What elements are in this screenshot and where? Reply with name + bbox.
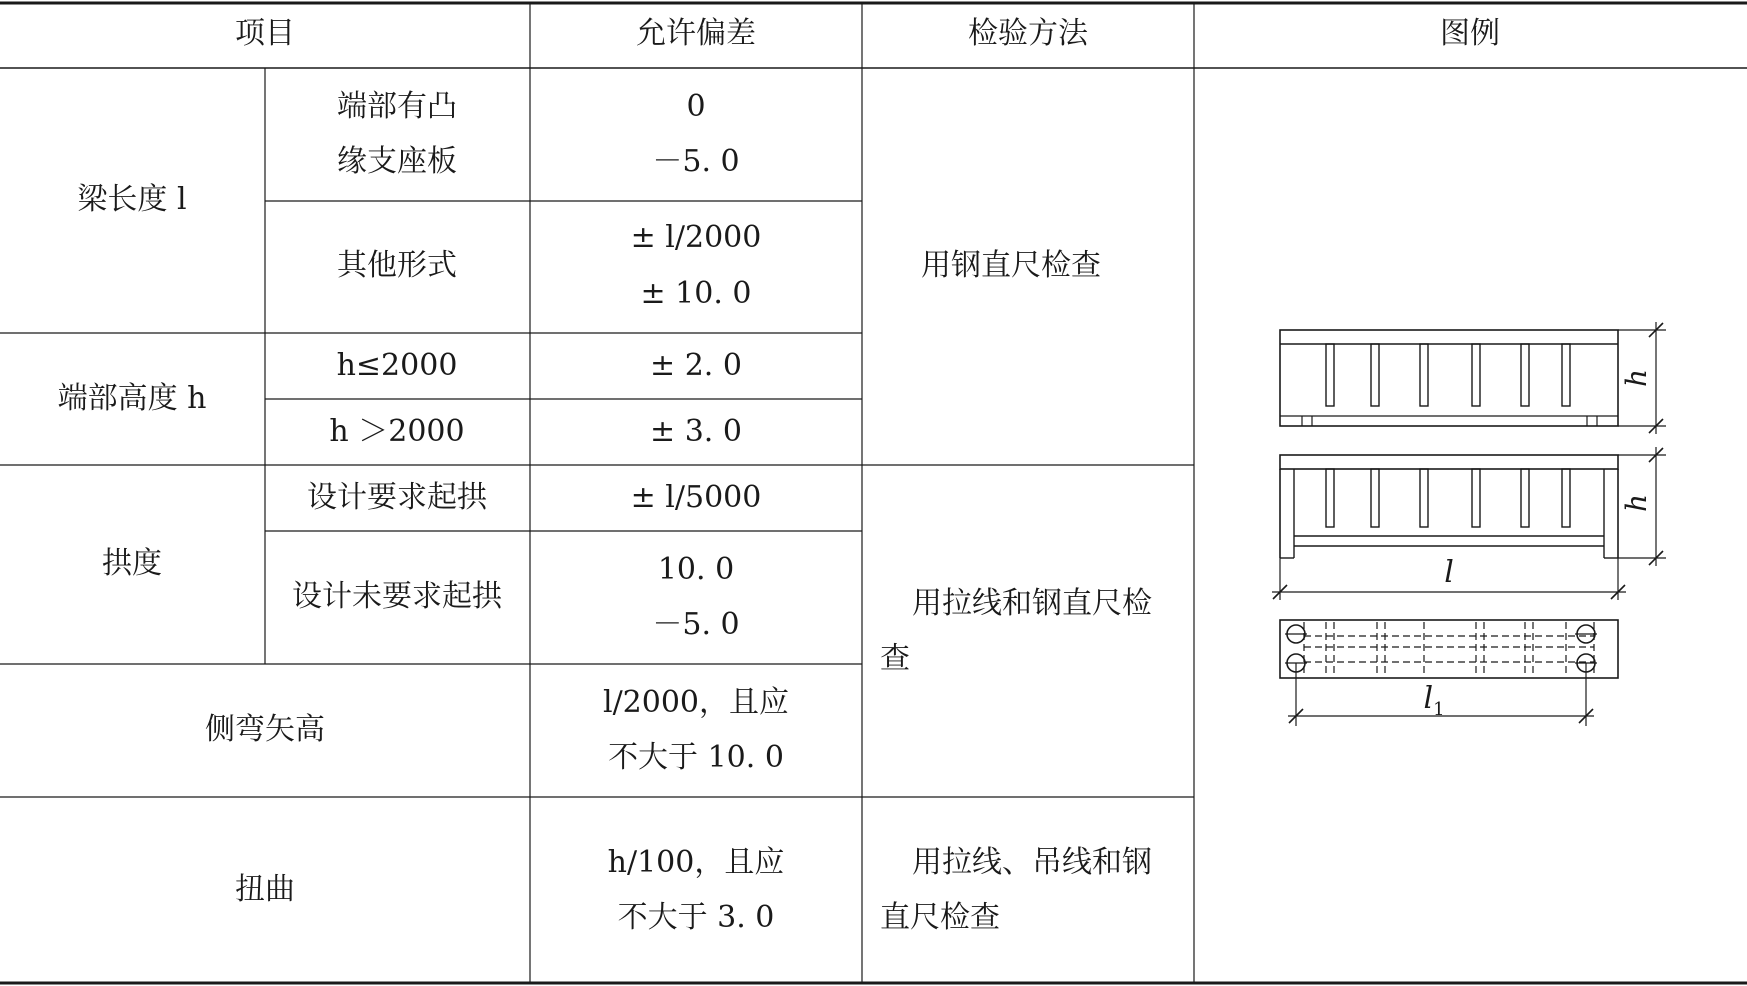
label-l: l (1444, 555, 1454, 590)
beam-length-sub2-label: 其他形式 (337, 248, 457, 283)
beam-length-sub1-line2: 缘支座板 (337, 144, 457, 179)
beam-length-sub2-tol-line2: ± 10. 0 (640, 276, 752, 311)
header-item: 项目 (235, 16, 295, 51)
lateral-bend-tol-line1: l/2000，且应 (602, 685, 790, 720)
header-figure: 图例 (1440, 16, 1500, 51)
camber-sub1-label: 设计要求起拱 (307, 480, 487, 515)
beam-length-sub2-tol-line1: ± l/2000 (630, 220, 762, 255)
camber-sub2-tol-line1: 10. 0 (657, 552, 735, 587)
header-method: 检验方法 (968, 16, 1088, 51)
label-h-mid: h (1620, 493, 1653, 513)
beam-length-sub1-tol-line2: －5. 0 (652, 144, 740, 179)
method-string-plumb-line2: 直尺检查 (880, 900, 1000, 935)
beam-length-label: 梁长度 l (77, 182, 187, 217)
twist-tol-line1: h/100，且应 (607, 845, 785, 880)
end-height-sub2-tol: ± 3. 0 (650, 414, 742, 449)
end-height-sub1-tol: ± 2. 0 (650, 348, 742, 383)
header-tolerance: 允许偏差 (636, 16, 756, 51)
beam-length-sub1-tol-line1: 0 (686, 89, 706, 124)
camber-sub2-tol-line2: －5. 0 (652, 607, 740, 642)
end-height-label: 端部高度 h (57, 381, 207, 416)
camber-label: 拱度 (102, 546, 162, 581)
end-height-sub2-label: h ＞2000 (329, 414, 465, 449)
method-string-plumb-line1: 用拉线、吊线和钢 (912, 845, 1152, 880)
camber-sub1-tol: ± l/5000 (630, 480, 762, 515)
lateral-bend-tol-line2: 不大于 10. 0 (608, 740, 784, 775)
camber-sub2-label: 设计未要求起拱 (292, 579, 502, 614)
lateral-bend-label: 侧弯矢高 (205, 712, 325, 747)
method-ruler: 用钢直尺检查 (921, 248, 1101, 283)
end-height-sub1-label: h≤2000 (336, 348, 458, 383)
method-string-ruler-line2: 查 (880, 641, 910, 676)
twist-tol-line2: 不大于 3. 0 (617, 900, 775, 935)
method-string-ruler-line1: 用拉线和钢直尺检 (912, 586, 1152, 621)
label-l1-sub: 1 (1433, 699, 1445, 720)
beam-length-sub1-line1: 端部有凸 (337, 89, 457, 124)
label-l1: l (1423, 681, 1434, 716)
svg-text:l1 (1423, 681, 1444, 720)
twist-label: 扭曲 (235, 872, 295, 907)
label-h-top: h (1620, 368, 1653, 388)
